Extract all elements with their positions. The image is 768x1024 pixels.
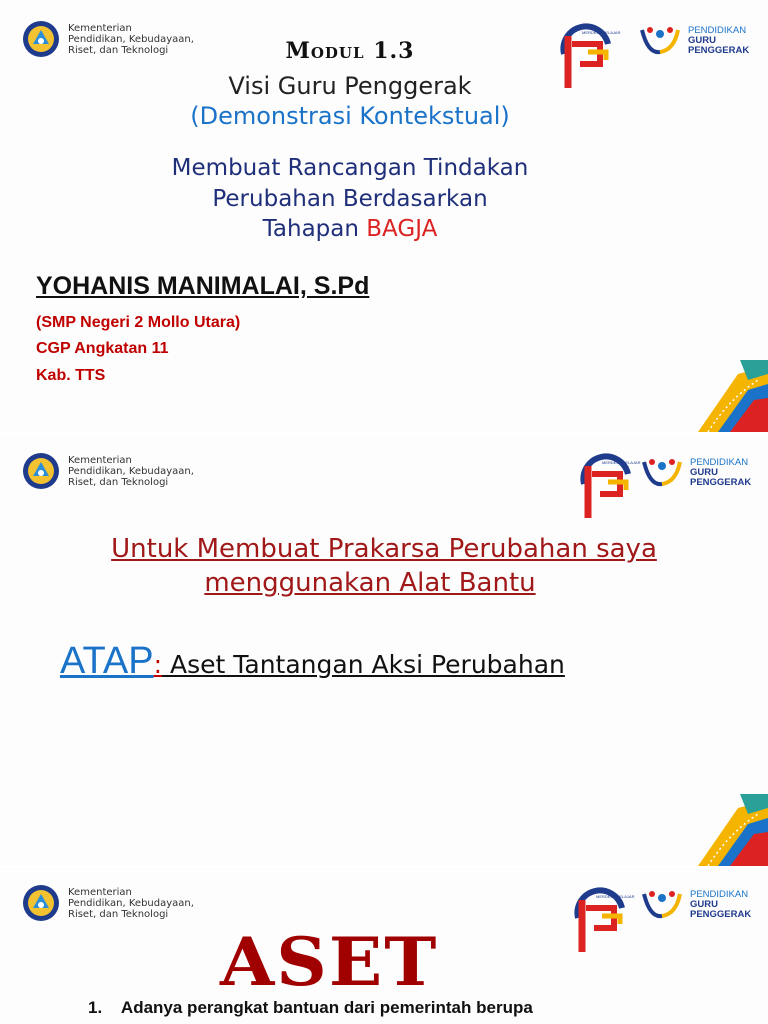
guru-penggerak-logo (640, 888, 751, 922)
ministry-logo (22, 884, 194, 922)
slide-2-title-line-1: Untuk Membuat Prakarsa Perubahan saya (111, 534, 657, 564)
ministry-line: Pendidikan, Kebudayaan, (68, 897, 194, 909)
slide-2-title-line-2: menggunakan Alat Bantu (204, 568, 536, 598)
plan-subtitle-line-3 (0, 216, 700, 242)
tut-wuri-handayani-icon (22, 884, 60, 922)
ministry-name (68, 455, 194, 488)
corner-decoration (668, 360, 768, 432)
merdeka-belajar-p-logo (574, 878, 635, 954)
slide-3 (0, 868, 768, 1024)
bagja-word: BAGJA (366, 216, 438, 242)
ministry-line: Riset, dan Teknologi (68, 476, 169, 488)
list-item-text: Adanya perangkat bantuan dari pemerintah berupa (120, 998, 533, 1017)
tahapan-word: Tahapan (262, 216, 359, 242)
guru-penggerak-logo (640, 456, 751, 490)
pgp-line: PENDIDIKAN (690, 889, 749, 900)
pgp-line: GURU (690, 467, 718, 478)
ministry-line: Kementerian (68, 886, 132, 898)
plan-subtitle-line-2: Perubahan Berdasarkan (212, 186, 488, 212)
tut-wuri-handayani-icon (22, 452, 60, 490)
pgp-line: PENGGERAK (690, 477, 752, 488)
guru-penggerak-text (690, 890, 751, 920)
pgp-line: GURU (688, 35, 716, 46)
atap-colon: : (153, 650, 163, 679)
regency: Kab. TTS (36, 367, 106, 384)
svg-text:MERDEKA BELAJAR: MERDEKA BELAJAR (582, 30, 621, 35)
ministry-line: Pendidikan, Kebudayaan, (68, 465, 194, 477)
plan-subtitle-line-1: Membuat Rancangan Tindakan (171, 155, 529, 181)
slide-1 (0, 0, 768, 432)
atap-expansion: Aset Tantangan Aksi Perubahan (162, 650, 565, 679)
module-title: Modul 1.3 (285, 38, 415, 64)
atap-heading (60, 640, 565, 683)
ministry-line: Riset, dan Teknologi (68, 908, 169, 920)
cohort: CGP Angkatan 11 (36, 340, 169, 357)
merdeka-belajar-p-logo (580, 444, 641, 520)
author-name: YOHANIS MANIMALAI, S.Pd (36, 272, 370, 300)
pgp-line: PENGGERAK (688, 45, 750, 56)
pgp-line: PENGGERAK (690, 909, 752, 920)
pgp-line: PENDIDIKAN (688, 25, 747, 36)
slide-2 (0, 434, 768, 866)
atap-word: ATAP (60, 640, 154, 682)
svg-text:MERDEKA BELAJAR: MERDEKA BELAJAR (602, 460, 641, 465)
school-name: (SMP Negeri 2 Mollo Utara) (36, 314, 241, 331)
ministry-line: Kementerian (68, 454, 132, 466)
pgp-line: GURU (690, 899, 718, 910)
guru-penggerak-emblem-icon (640, 888, 684, 922)
ministry-logo (22, 452, 194, 490)
aset-heading: ASET (220, 922, 439, 1001)
vision-title: Visi Guru Penggerak (228, 72, 472, 100)
ministry-line: Riset, dan Teknologi (68, 44, 169, 56)
guru-penggerak-emblem-icon (640, 456, 684, 490)
list-item (88, 998, 533, 1018)
pgp-line: PENDIDIKAN (690, 457, 749, 468)
ministry-line: Kementerian (68, 22, 132, 34)
svg-text:MERDEKA BELAJAR: MERDEKA BELAJAR (596, 894, 635, 899)
ministry-line: Pendidikan, Kebudayaan, (68, 33, 194, 45)
ministry-name (68, 887, 194, 920)
guru-penggerak-text (690, 458, 751, 488)
demonstration-subtitle: (Demonstrasi Kontekstual) (190, 102, 510, 130)
corner-decoration (668, 794, 768, 866)
list-item-number: 1. (88, 998, 103, 1017)
